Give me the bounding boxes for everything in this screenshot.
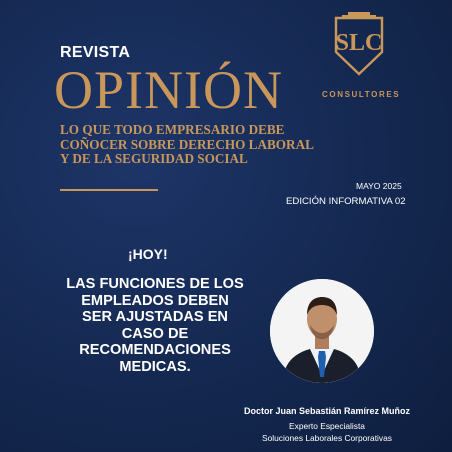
feature-kicker: ¡HOY! <box>128 246 168 262</box>
headline-line: CASO DE <box>121 325 189 342</box>
magazine-kicker: REVISTA <box>60 44 131 61</box>
scl-shield-logo-icon <box>330 12 388 78</box>
logo-lettering: SLC <box>335 30 383 56</box>
magazine-subtitle <box>60 123 350 167</box>
subtitle-line: Y DE LA SEGURIDAD SOCIAL <box>60 151 248 167</box>
subtitle-line: COÑOCER SOBRE DERECHO LABORAL <box>60 136 314 152</box>
headline-line: EMPLEADOS DEBEN <box>81 292 229 309</box>
author-portrait-icon <box>270 279 374 383</box>
headline-line: SER AJUSTADAS EN <box>82 309 228 326</box>
headline-line: MEDICAS. <box>119 358 191 375</box>
author-name: Doctor Juan Sebastián Ramírez Muñoz <box>243 406 411 416</box>
author-photo <box>270 279 374 383</box>
headline-line: RECOMENDACIONES <box>79 342 231 359</box>
gold-divider <box>60 189 158 191</box>
feature-headline <box>50 276 260 376</box>
brand-tagline: CONSULTORES <box>322 90 401 99</box>
magazine-title: OPINIÓN <box>54 60 283 120</box>
subtitle-line: LO QUE TODO EMPRESARIO DEBE <box>60 122 285 137</box>
issue-date: MAYO 2025 <box>356 181 402 191</box>
headline-line: LAS FUNCIONES DE LOS <box>66 276 244 292</box>
edition-label: EDICIÓN INFORMATIVA 02 <box>286 196 406 207</box>
author-company: Soluciones Laborales Corporativas <box>262 433 392 443</box>
author-role: Experto Especialista <box>289 421 365 431</box>
